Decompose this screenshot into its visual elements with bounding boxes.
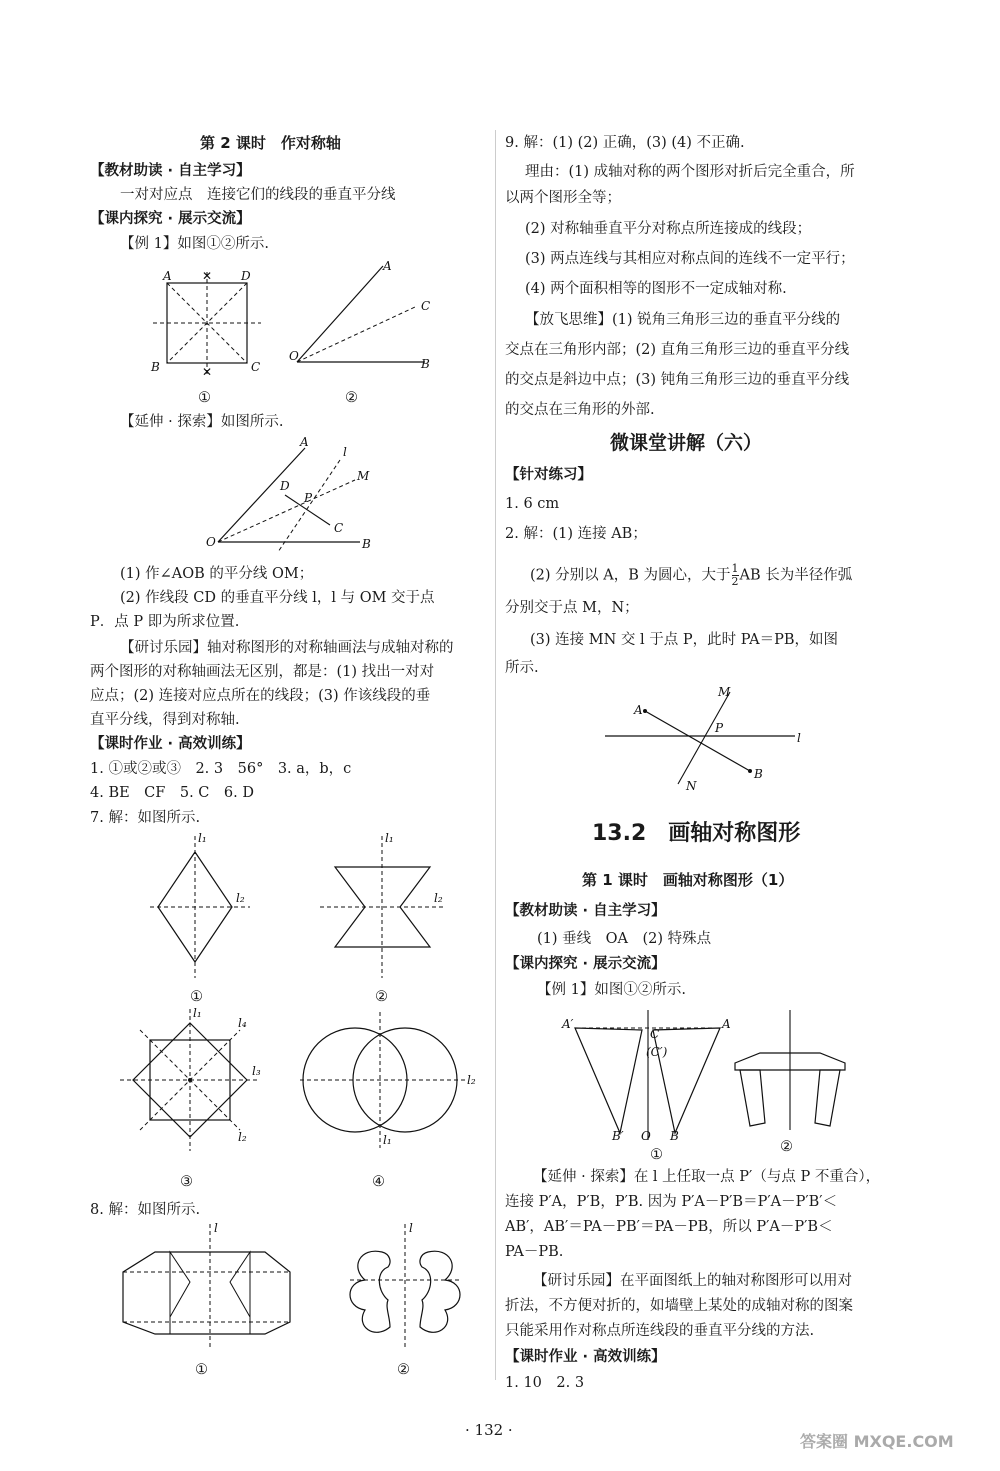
extend-label: 【延伸 · 探索】如图所示. <box>120 414 284 430</box>
example-caption-1: ① <box>650 1147 663 1163</box>
q8-shape-1 <box>115 1222 295 1352</box>
svg-text:B: B <box>362 537 371 551</box>
svg-text:l₄: l₄ <box>238 1016 247 1030</box>
micro-2c: 分别交于点 M，N； <box>505 600 639 616</box>
svg-text:M: M <box>718 685 731 699</box>
micro-lecture-title: 微课堂讲解（六） <box>610 432 763 454</box>
discuss-c: 应点；(2) 连接对应点所在的线段；(3) 作该线段的垂 <box>90 688 431 704</box>
example-1b: 【例 1】如图①②所示. <box>537 982 686 998</box>
example-caption-2: ② <box>780 1139 793 1155</box>
q8-caption-2: ② <box>397 1362 410 1378</box>
q9: 9. 解：(1) (2) 正确，(3) (4) 不正确. <box>505 135 745 151</box>
reason-4: (4) 两个面积相等的图形不一定成轴对称. <box>525 281 787 297</box>
reading-2-answer: (1) 垂线 OA (2) 特殊点 <box>537 931 712 947</box>
think-d: 的交点在三角形的外部. <box>505 402 655 418</box>
micro-2b <box>530 563 852 588</box>
q7-label: 7. 解：如图所示. <box>90 810 201 826</box>
discuss-d: 直平分线，得到对称轴. <box>90 712 240 728</box>
q8-caption-1: ① <box>195 1362 208 1378</box>
q7-caption-2: ② <box>375 989 388 1005</box>
q7-diamond <box>150 832 260 982</box>
svg-text:P: P <box>304 491 313 505</box>
svg-text:l₃: l₃ <box>252 1064 261 1078</box>
svg-text:l: l <box>214 1221 218 1235</box>
angle-figure <box>285 259 435 377</box>
svg-text:✕: ✕ <box>202 365 213 379</box>
svg-text:l₁: l₁ <box>385 831 394 845</box>
svg-text:l: l <box>409 1221 413 1235</box>
q7-squares <box>120 1005 270 1155</box>
section-homework-2: 【课时作业 · 高效训练】 <box>505 1349 666 1365</box>
micro-2d: (3) 连接 MN 交 l 于点 P，此时 PA＝PB，如图 <box>530 632 839 648</box>
svg-text:(C′): (C′) <box>646 1045 668 1059</box>
reflected-table-figure <box>725 1008 865 1133</box>
svg-text:D: D <box>241 269 251 283</box>
step-1: (1) 作∠AOB 的平分线 OM； <box>120 566 314 582</box>
svg-text:C: C <box>334 521 344 535</box>
svg-text:A: A <box>163 269 172 283</box>
homework-answers: 1. 10 2. 3 <box>505 1375 585 1391</box>
svg-text:A: A <box>722 1017 731 1031</box>
reason-2: (2) 对称轴垂直平分对称点所连接成的线段； <box>525 221 812 237</box>
disc-a: 【研讨乐园】在平面图纸上的轴对称图形可以用对 <box>533 1273 852 1289</box>
svg-text:C: C <box>421 299 431 313</box>
section-explore: 【课内探究 · 展示交流】 <box>90 211 251 227</box>
svg-text:l: l <box>797 731 801 745</box>
svg-text:B: B <box>151 360 160 374</box>
micro-2e: 所示. <box>505 660 539 676</box>
svg-text:P: P <box>715 721 724 735</box>
reason-a: 理由：(1) 成轴对称的两个图形对折后完全重合，所 <box>525 164 855 180</box>
fig2-caption: ② <box>345 390 358 406</box>
svg-text:O: O <box>206 535 216 549</box>
column-divider <box>495 130 496 1380</box>
answers-4-6: 4. BE CF 5. C 6. D <box>90 785 254 801</box>
fraction-half <box>732 563 739 588</box>
perpendicular-bisector-figure <box>600 686 810 796</box>
fraction-den: 2 <box>731 575 739 588</box>
svg-text:✕: ✕ <box>202 269 213 283</box>
section-reading: 【教材助读 · 自主学习】 <box>90 163 251 179</box>
svg-text:C: C <box>251 360 261 374</box>
section-13-2-title: 13.2 画轴对称图形 <box>592 821 801 846</box>
discuss-b: 两个图形的对称轴画法无区别，都是：(1) 找出一对对 <box>90 664 435 680</box>
svg-text:O: O <box>641 1129 651 1143</box>
micro-2: 2. 解：(1) 连接 AB； <box>505 526 647 542</box>
think-c: 的交点是斜边中点；(3) 钝角三角形三边的垂直平分线 <box>505 372 850 388</box>
svg-text:l₁: l₁ <box>198 831 207 845</box>
svg-text:B′: B′ <box>612 1129 624 1143</box>
lesson-title: 第 2 课时 作对称轴 <box>200 134 341 152</box>
svg-text:l₂: l₂ <box>238 1130 247 1144</box>
q7-caption-4: ④ <box>372 1174 385 1190</box>
svg-text:B: B <box>670 1129 679 1143</box>
q8-label: 8. 解：如图所示. <box>90 1202 201 1218</box>
section-explore-2: 【课内探究 · 展示交流】 <box>505 956 666 972</box>
extend-figure <box>200 435 380 555</box>
section-reading-2: 【教材助读 · 自主学习】 <box>505 903 666 919</box>
example-1: 【例 1】如图①②所示. <box>120 236 269 252</box>
disc-c: 只能采用作对称点所连线段的垂直平分线的方法. <box>505 1323 815 1339</box>
svg-text:A′: A′ <box>562 1017 574 1031</box>
micro-2b-pre: (2) 分别以 A，B 为圆心，大于 <box>530 567 731 584</box>
svg-text:l₁: l₁ <box>193 1006 202 1020</box>
step-2b: P．点 P 即为所求位置. <box>90 614 240 630</box>
ext-a: 【延伸 · 探索】在 l 上任取一点 P′（与点 P 不重合）， <box>533 1169 881 1185</box>
q7-caption-1: ① <box>190 989 203 1005</box>
think-b: 交点在三角形内部；(2) 直角三角形三边的垂直平分线 <box>505 342 850 358</box>
svg-text:C: C <box>650 1027 660 1041</box>
svg-text:A: A <box>634 703 643 717</box>
svg-text:l₂: l₂ <box>434 891 443 905</box>
discuss-a: 【研讨乐园】轴对称图形的对称轴画法与成轴对称的 <box>120 640 454 656</box>
svg-text:B: B <box>421 357 430 371</box>
section-target: 【针对练习】 <box>505 467 592 483</box>
svg-text:B: B <box>754 767 763 781</box>
q8-flower <box>330 1222 480 1352</box>
reason-b: 以两个图形全等； <box>505 190 621 206</box>
svg-text:A: A <box>300 435 309 449</box>
svg-text:l₁: l₁ <box>383 1133 392 1147</box>
svg-text:O: O <box>289 349 299 363</box>
lesson-1-title: 第 1 课时 画轴对称图形（1） <box>582 871 794 889</box>
square-figure <box>135 268 275 383</box>
watermark: 答案圈 MXQE.COM <box>800 1432 954 1451</box>
micro-2b-post: AB 长为半径作弧 <box>739 567 853 584</box>
q7-circles <box>300 1010 480 1150</box>
svg-text:D: D <box>280 479 290 493</box>
q7-hourglass <box>320 832 460 982</box>
reflected-triangles-figure <box>560 1008 740 1143</box>
answers-1-3: 1. ①或②或③ 2. 3 56° 3. a，b，c <box>90 761 352 777</box>
step-2a: (2) 作线段 CD 的垂直平分线 l，l 与 OM 交于点 <box>120 590 435 606</box>
svg-text:M: M <box>357 469 370 483</box>
reason-3: (3) 两点连线与其相应对称点间的连线不一定平行； <box>525 251 855 267</box>
svg-text:l₂: l₂ <box>236 891 245 905</box>
svg-text:N: N <box>686 779 697 793</box>
section-homework: 【课时作业 · 高效训练】 <box>90 736 251 752</box>
fig1-caption: ① <box>198 390 211 406</box>
think-a: 【放飞思维】(1) 锐角三角形三边的垂直平分线的 <box>525 312 841 328</box>
svg-text:l₂: l₂ <box>467 1073 476 1087</box>
fraction-num: 1 <box>731 562 739 575</box>
ext-d: PA－PB. <box>505 1244 564 1260</box>
page-number: · 132 · <box>465 1421 513 1439</box>
ext-c: AB′，AB′＝PA－PB′＝PA－PB，所以 P′A－P′B＜ <box>505 1219 833 1235</box>
ext-b: 连接 P′A，P′B，P′B. 因为 P′A－P′B＝P′A－P′B′＜ <box>505 1194 838 1210</box>
q7-caption-3: ③ <box>180 1174 193 1190</box>
disc-b: 折法，不方便对折的，如墙壁上某处的成轴对称的图案 <box>505 1298 853 1314</box>
svg-text:l: l <box>343 445 347 459</box>
micro-1: 1. 6 cm <box>505 496 560 512</box>
reading-answer: 一对对应点 连接它们的线段的垂直平分线 <box>120 187 396 203</box>
svg-text:A: A <box>383 259 392 273</box>
